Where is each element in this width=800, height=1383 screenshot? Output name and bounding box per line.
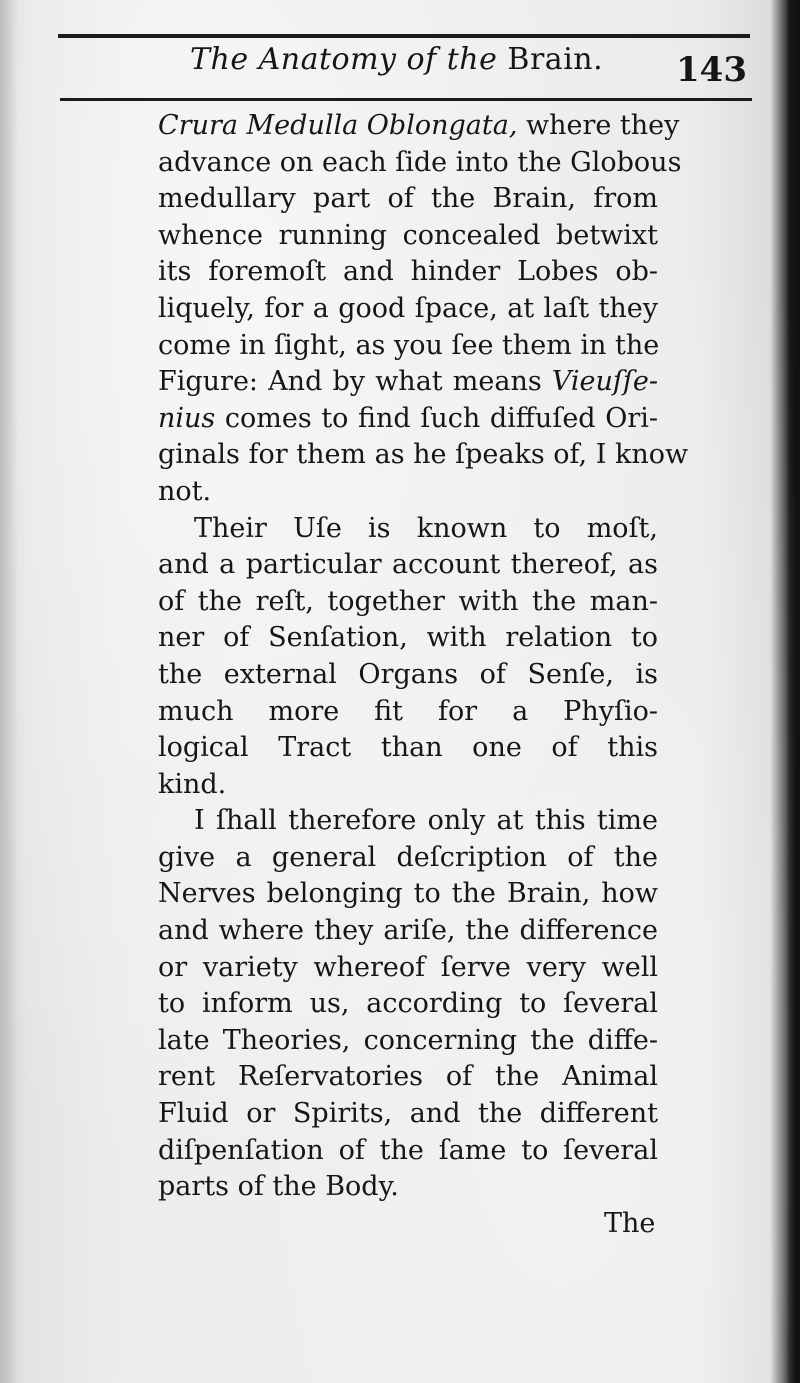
- text-segment: its foremoſt and hinder Lobes ob-: [158, 256, 658, 288]
- page-number: 143: [676, 50, 747, 90]
- text-line: [158, 840, 658, 877]
- text-line: [158, 1133, 658, 1170]
- catchword: The: [604, 1208, 656, 1239]
- text-line: [158, 876, 658, 913]
- text-line: [158, 437, 689, 474]
- italic-text-segment: Crura Medulla Oblongata,: [158, 110, 518, 141]
- text-line: [158, 913, 658, 950]
- text-segment: the external Organs of Senſe, is: [158, 658, 658, 690]
- text-segment: of the reſt, together with the man-: [158, 585, 658, 617]
- running-header: [190, 42, 610, 94]
- text-segment: and where they ariſe, the difference: [158, 915, 658, 947]
- text-line: [158, 803, 658, 840]
- text-line: [158, 181, 658, 218]
- text-segment: Figure: And by what means: [158, 366, 552, 398]
- text-line: [158, 620, 658, 657]
- text-segment: late Theories, concerning the diffe-: [158, 1024, 658, 1056]
- text-segment: much more fit for a Phyſio-: [158, 695, 658, 727]
- text-line: [158, 1023, 658, 1060]
- text-segment: Nerves belonging to the Brain, how: [158, 878, 658, 910]
- page-gutter-shadow: [0, 0, 18, 1383]
- text-segment: diſpenſation of the ſame to ſeveral: [158, 1134, 658, 1166]
- text-line: [158, 364, 658, 401]
- text-segment: give a general deſcription of the: [158, 841, 658, 873]
- text-segment: Fluid or Spirits, and the different: [158, 1098, 658, 1130]
- text-line: [158, 547, 658, 584]
- text-line: [158, 291, 658, 328]
- text-segment: ner of Senſation, with relation to: [158, 622, 658, 654]
- text-segment: Their Uſe is known to moſt,: [194, 512, 658, 544]
- text-line: [158, 950, 658, 987]
- text-line: [158, 767, 658, 804]
- header-rule-bottom: [60, 98, 752, 101]
- text-segment: parts of the Body.: [158, 1171, 399, 1203]
- text-segment: and a particular account thereof, as: [158, 549, 658, 581]
- text-segment: I ſhall therefore only at this time: [194, 805, 658, 837]
- text-segment: come in ſight, as you ſee them in the: [158, 329, 660, 361]
- text-line: [158, 474, 658, 511]
- text-line: [158, 145, 682, 182]
- text-segment: kind.: [158, 768, 227, 800]
- text-line: [158, 511, 658, 548]
- page-edge-dark: [786, 0, 800, 1383]
- text-segment: medullary part of the Brain, from: [158, 183, 658, 215]
- text-segment: logical Tract than one of this: [158, 732, 658, 764]
- text-line: [158, 986, 658, 1023]
- text-segment: rent Reſervatories of the Animal: [158, 1061, 658, 1093]
- header-title-roman: Brain.: [507, 42, 604, 77]
- italic-text-segment: Vieuſſe-: [551, 366, 658, 398]
- text-line: [158, 1096, 658, 1133]
- header-title-italic: The Anatomy of the: [190, 42, 498, 77]
- text-line: [158, 328, 658, 365]
- text-line: [158, 401, 658, 438]
- text-segment: advance on each ſide into the Globous: [158, 146, 682, 178]
- italic-text-segment: nius: [158, 402, 216, 434]
- text-line: [158, 218, 658, 255]
- header-rule-top: [58, 34, 750, 38]
- text-line: [158, 1169, 658, 1206]
- text-segment: liquely, for a good ſpace, at laſt they: [158, 292, 658, 324]
- text-segment: where they: [517, 110, 680, 141]
- text-segment: not.: [158, 475, 212, 507]
- text-segment: or variety whereof ſerve very well: [158, 951, 658, 983]
- body-text: [158, 108, 689, 1206]
- text-line: [158, 584, 658, 621]
- text-line: [158, 657, 658, 694]
- text-segment: ginals for them as he ſpeaks of, I know: [158, 439, 689, 471]
- text-segment: comes to find ſuch diffuſed Ori-: [215, 402, 658, 434]
- text-line: [158, 1059, 658, 1096]
- text-segment: whence running concealed betwixt: [158, 219, 658, 251]
- text-segment: to inform us, according to ſeveral: [158, 988, 658, 1020]
- text-line: [158, 730, 658, 767]
- text-line: [158, 108, 680, 145]
- text-line: [158, 254, 658, 291]
- text-line: [158, 694, 658, 731]
